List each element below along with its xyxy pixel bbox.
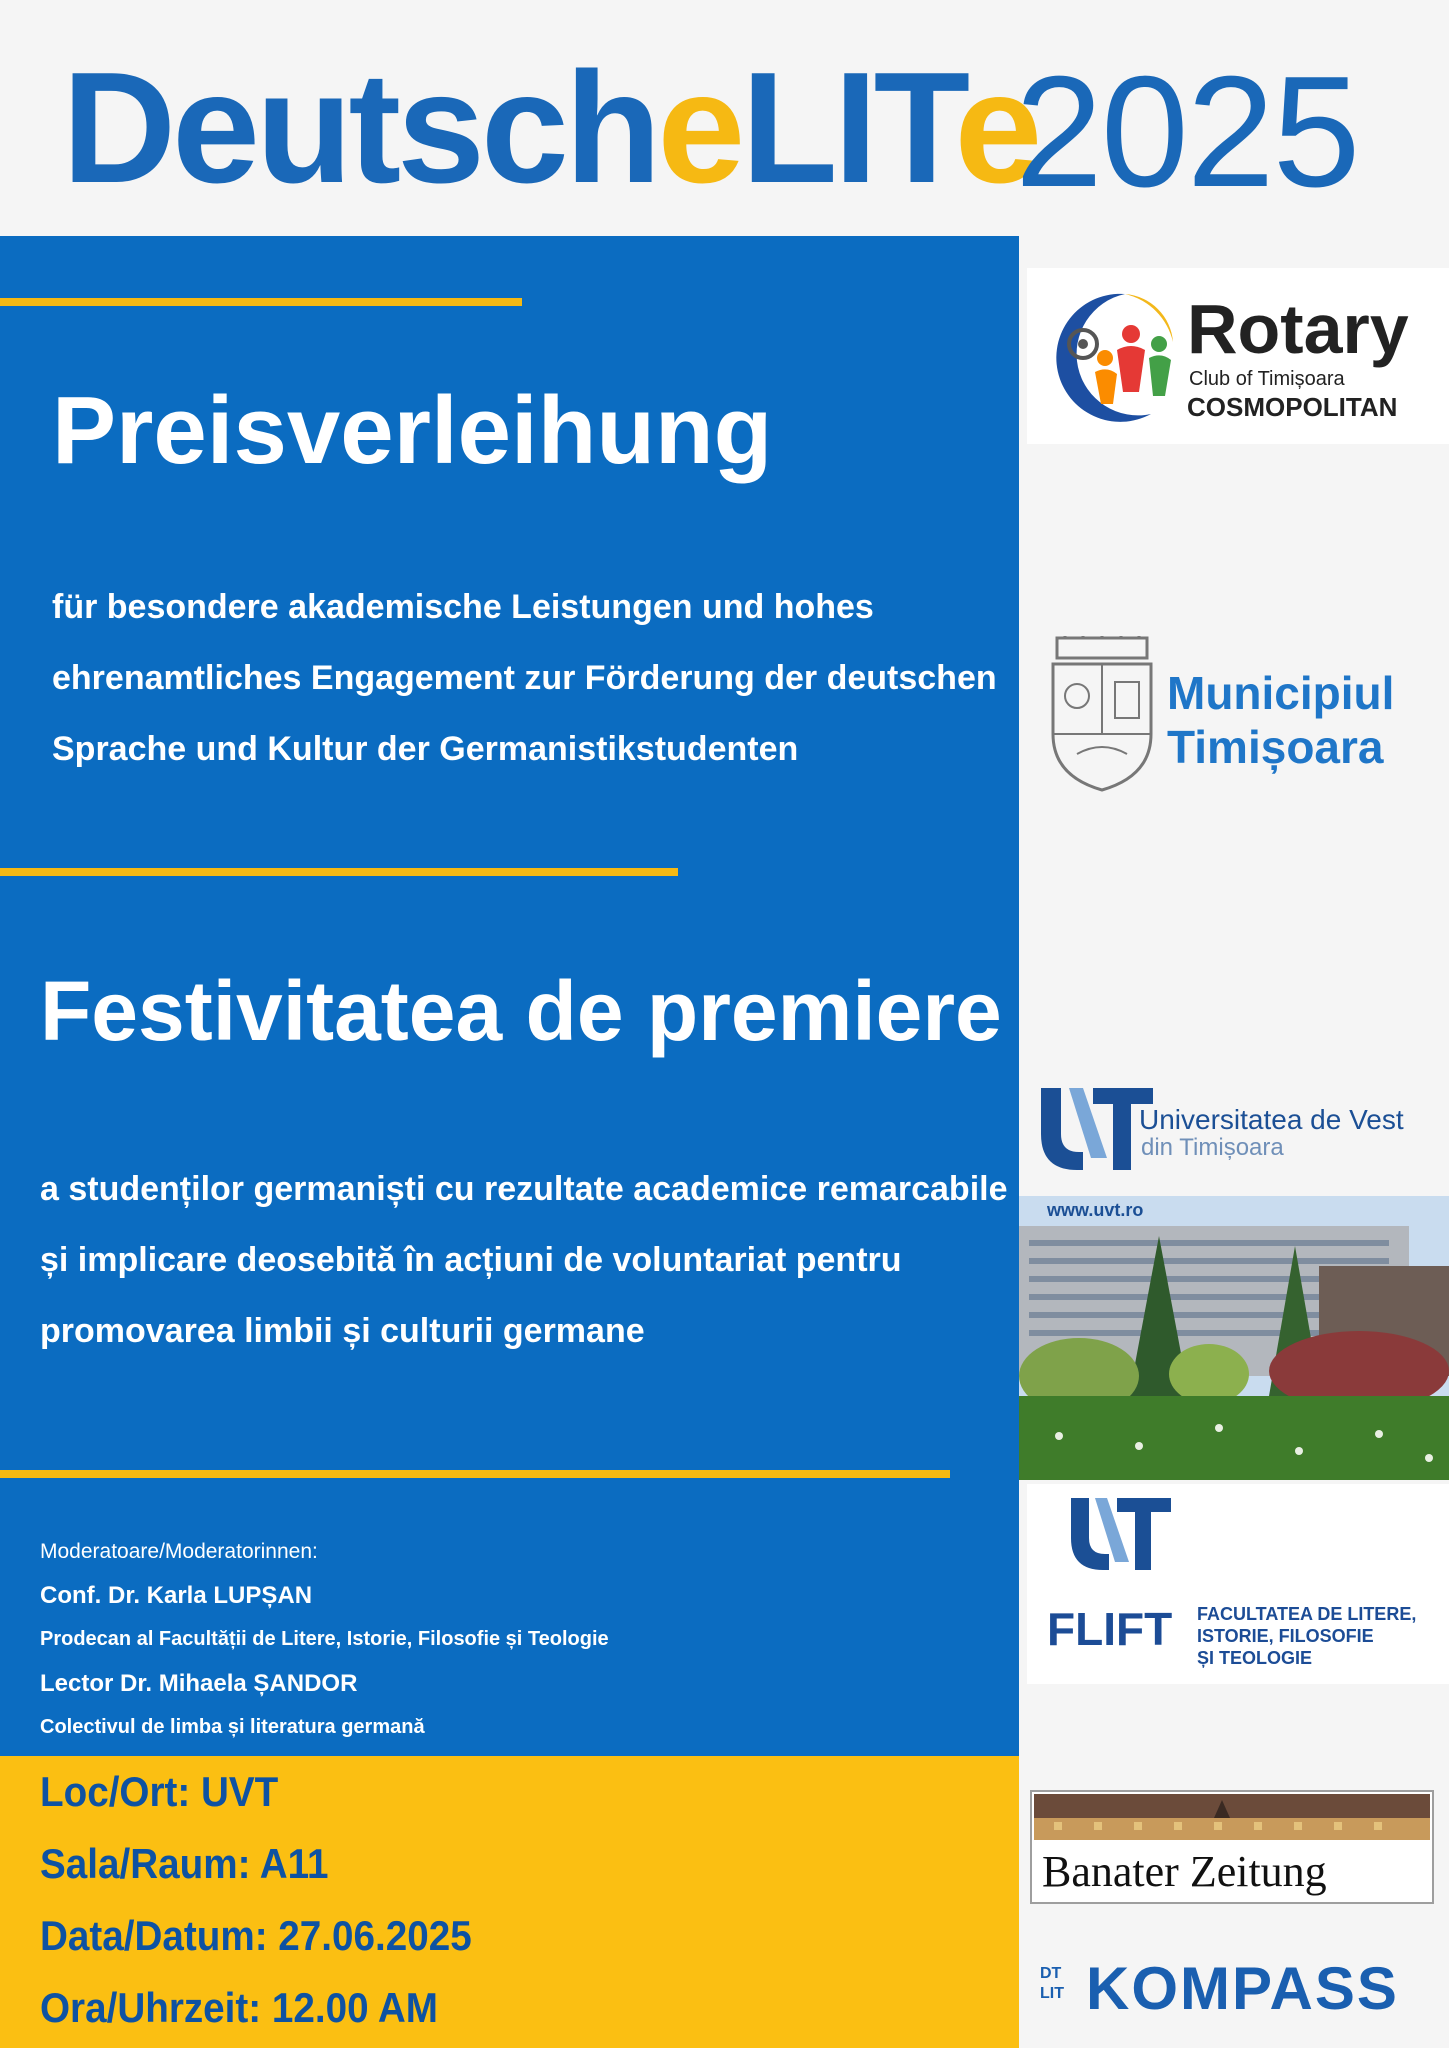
flift-logo [1027, 1484, 1449, 1684]
main-blue-panel [0, 236, 1019, 1756]
moderator-1-role: Prodecan al Facultății de Litere, Istorie, Filosofie și Teologie [40, 1628, 609, 1650]
heading-festivitatea: Festivitatea de premiere [40, 964, 1002, 1058]
municipiul-line-2: Timișoara [1167, 721, 1384, 773]
rotary-subtitle: Club of Timișoara [1189, 368, 1345, 390]
kompass-prefix: DT LIT [1040, 1965, 1064, 2002]
campus-building-image [1019, 1196, 1449, 1480]
moderator-1-name: Conf. Dr. Karla LUPȘAN [40, 1582, 313, 1609]
campus-photo [1019, 1196, 1449, 1480]
award-de-line: ehrenamtliches Engagement zur Förderung der deutschen [52, 659, 997, 697]
event-room: Sala/Raum: A11 [40, 1840, 329, 1887]
uvt-line-1: Universitatea de Vest [1139, 1104, 1404, 1135]
banater-zeitung-title: Banater Zeitung [1042, 1847, 1327, 1896]
event-date: Data/Datum: 27.06.2025 [40, 1912, 472, 1959]
event-series-title [62, 40, 1039, 216]
award-description-ro [40, 1154, 1008, 1367]
flift-abbreviation: FLIFT [1047, 1603, 1173, 1655]
flift-line-1: FACULTATEA DE LITERE, [1197, 1604, 1417, 1624]
rotary-subtitle-2: COSMOPOLITAN [1187, 392, 1398, 422]
event-time: Ora/Uhrzeit: 12.00 AM [40, 1984, 438, 2031]
banater-zeitung-logo [1030, 1790, 1434, 1904]
rotary-logo [1027, 268, 1449, 444]
award-description-de [52, 572, 997, 785]
title-e-accent-2: e [954, 40, 1039, 216]
kompass-title: KOMPASS [1086, 1955, 1399, 2022]
heading-preisverleihung: Preisverleihung [52, 377, 773, 484]
title-deutsch: Deutsch [62, 40, 658, 216]
flift-line-2: ISTORIE, FILOSOFIE [1197, 1626, 1374, 1646]
award-ro-line: a studenților germaniști cu rezultate academice remarcabile [40, 1170, 1008, 1208]
award-de-line: Sprache und Kultur der Germanistikstudenten [52, 730, 799, 768]
uvt-emblem-icon [1035, 1082, 1155, 1182]
rotary-emblem-icon [1033, 282, 1183, 432]
flift-uvt-emblem-icon [1067, 1494, 1177, 1574]
event-location: Loc/Ort: UVT [40, 1768, 279, 1815]
divider-yellow-1 [0, 298, 522, 306]
title-year: 2025 [1015, 44, 1359, 220]
event-details-panel [0, 1756, 1019, 2048]
rotary-title: Rotary [1187, 290, 1409, 368]
flift-line-3: ȘI TEOLOGIE [1197, 1648, 1313, 1668]
title-lit: LIT [741, 40, 955, 216]
city-skyline-image [1034, 1794, 1430, 1840]
municipiul-logo [1027, 608, 1449, 820]
moderators-label: Moderatoare/Moderatorinnen: [40, 1540, 318, 1563]
divider-yellow-3 [0, 1470, 950, 1478]
moderator-2-name: Lector Dr. Mihaela ȘANDOR [40, 1670, 358, 1697]
award-ro-line: promovarea limbii și culturii germane [40, 1312, 645, 1350]
award-ro-line: și implicare deosebită în acțiuni de voluntariat pentru [40, 1241, 902, 1279]
coat-of-arms-icon [1047, 634, 1157, 794]
divider-yellow-2 [0, 868, 678, 876]
uvt-logo [1027, 1064, 1449, 1194]
kompass-logo [1036, 1950, 1426, 2030]
uvt-url: www.uvt.ro [1047, 1200, 1144, 1220]
award-de-line: für besondere akademische Leistungen und hohes [52, 588, 874, 626]
title-e-accent: e [657, 40, 742, 216]
municipiul-line-1: Municipiul [1167, 667, 1395, 719]
moderator-2-role: Colectivul de limba și literatura germană [40, 1716, 425, 1738]
uvt-line-2: din Timișoara [1141, 1134, 1284, 1161]
